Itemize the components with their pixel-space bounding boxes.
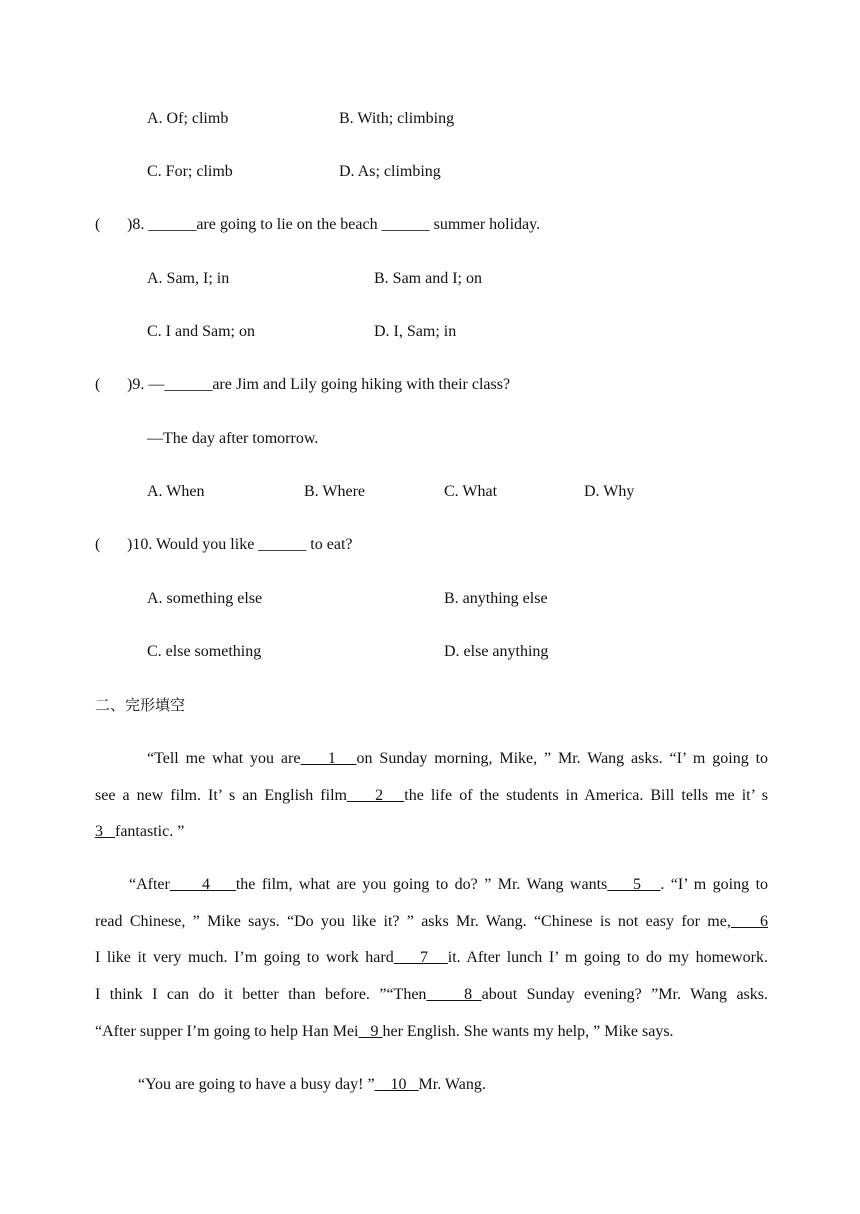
cloze-blank-9: 9 [358, 1023, 383, 1040]
q10-option-c: C. else something [147, 643, 262, 660]
question-10 [95, 535, 353, 555]
q9-answer-line: —The day after tomorrow. [147, 430, 319, 447]
q9-option-c: C. What [444, 483, 498, 500]
q8-option-b: B. Sam and I; on [374, 270, 482, 287]
answer-paren: ( [95, 376, 101, 393]
passage-line: I like it very much. I’m going to work hard 7 it. After lunch I’ m going to do my homework. [95, 949, 768, 966]
question-number: )10. [127, 536, 153, 553]
question-text: are going to lie on the beach [196, 216, 382, 233]
q7-option-d: D. As; climbing [339, 163, 441, 180]
answer-blank: ______ [148, 216, 197, 233]
q9-option-d: D. Why [584, 483, 635, 500]
passage-line: “Tell me what you are 1 on Sunday morning, Mike, ” Mr. Wang asks. “I’ m going to [147, 750, 769, 767]
question-text: Would you like [152, 536, 259, 553]
answer-paren: ( [95, 216, 101, 233]
question-text: are Jim and Lily going hiking with their class? [212, 376, 511, 393]
cloze-blank-10: 10 [374, 1076, 419, 1093]
cloze-blank-5: 5 [607, 876, 661, 893]
question-text: summer holiday. [429, 216, 541, 233]
q8-option-a: A. Sam, I; in [147, 270, 230, 287]
answer-paren: ( [95, 536, 101, 553]
cloze-blank-2: 2 [346, 787, 405, 804]
cloze-blank-8: 8 [426, 986, 482, 1003]
q7-option-a: A. Of; climb [147, 110, 229, 127]
question-text: to eat? [306, 536, 353, 553]
question-number: )9. [127, 376, 145, 393]
passage-line: 3 fantastic. ” [95, 823, 185, 840]
q7-option-c: C. For; climb [147, 163, 233, 180]
passage-line: “After supper I’m going to help Han Mei 9 her English. She wants my help, ” Mike says. [95, 1023, 674, 1040]
question-number: )8. [127, 216, 145, 233]
answer-blank: ______ [164, 376, 213, 393]
q9-option-b: B. Where [304, 483, 366, 500]
answer-blank: ______ [258, 536, 307, 553]
q8-option-d: D. I, Sam; in [374, 323, 457, 340]
section-title: 二、完形填空 [95, 696, 186, 714]
cloze-blank-7: 7 [393, 949, 448, 966]
passage-line: “After 4 the film, what are you going to do? ” Mr. Wang wants 5 . “I’ m going to [129, 876, 769, 893]
passage-line: see a new film. It’ s an English film 2 the life of the students in America. Bill tells me it’ s [95, 787, 768, 804]
cloze-blank-6: 6 [730, 913, 769, 930]
cloze-blank-3: 3 [95, 823, 115, 840]
answer-blank: ______ [381, 216, 430, 233]
dash: — [144, 376, 165, 393]
q9-option-a: A. When [147, 483, 205, 500]
q10-option-b: B. anything else [444, 590, 548, 607]
cloze-blank-1: 1 [300, 750, 357, 767]
passage-line: read Chinese, ” Mike says. “Do you like it? ” asks Mr. Wang. “Chinese is not easy for me, 6 [95, 913, 769, 930]
passage-line: I think I can do it better than before. ”“Then 8 about Sunday evening? ”Mr. Wang asks. [95, 986, 769, 1003]
passage-line: “You are going to have a busy day! ” 10 Mr. Wang. [138, 1076, 486, 1093]
q7-option-b: B. With; climbing [339, 110, 455, 127]
q8-option-c: C. I and Sam; on [147, 323, 255, 340]
cloze-blank-4: 4 [169, 876, 236, 893]
question-8 [95, 215, 540, 235]
q10-option-a: A. something else [147, 590, 263, 607]
question-9 [95, 375, 510, 395]
q10-option-d: D. else anything [444, 643, 549, 660]
